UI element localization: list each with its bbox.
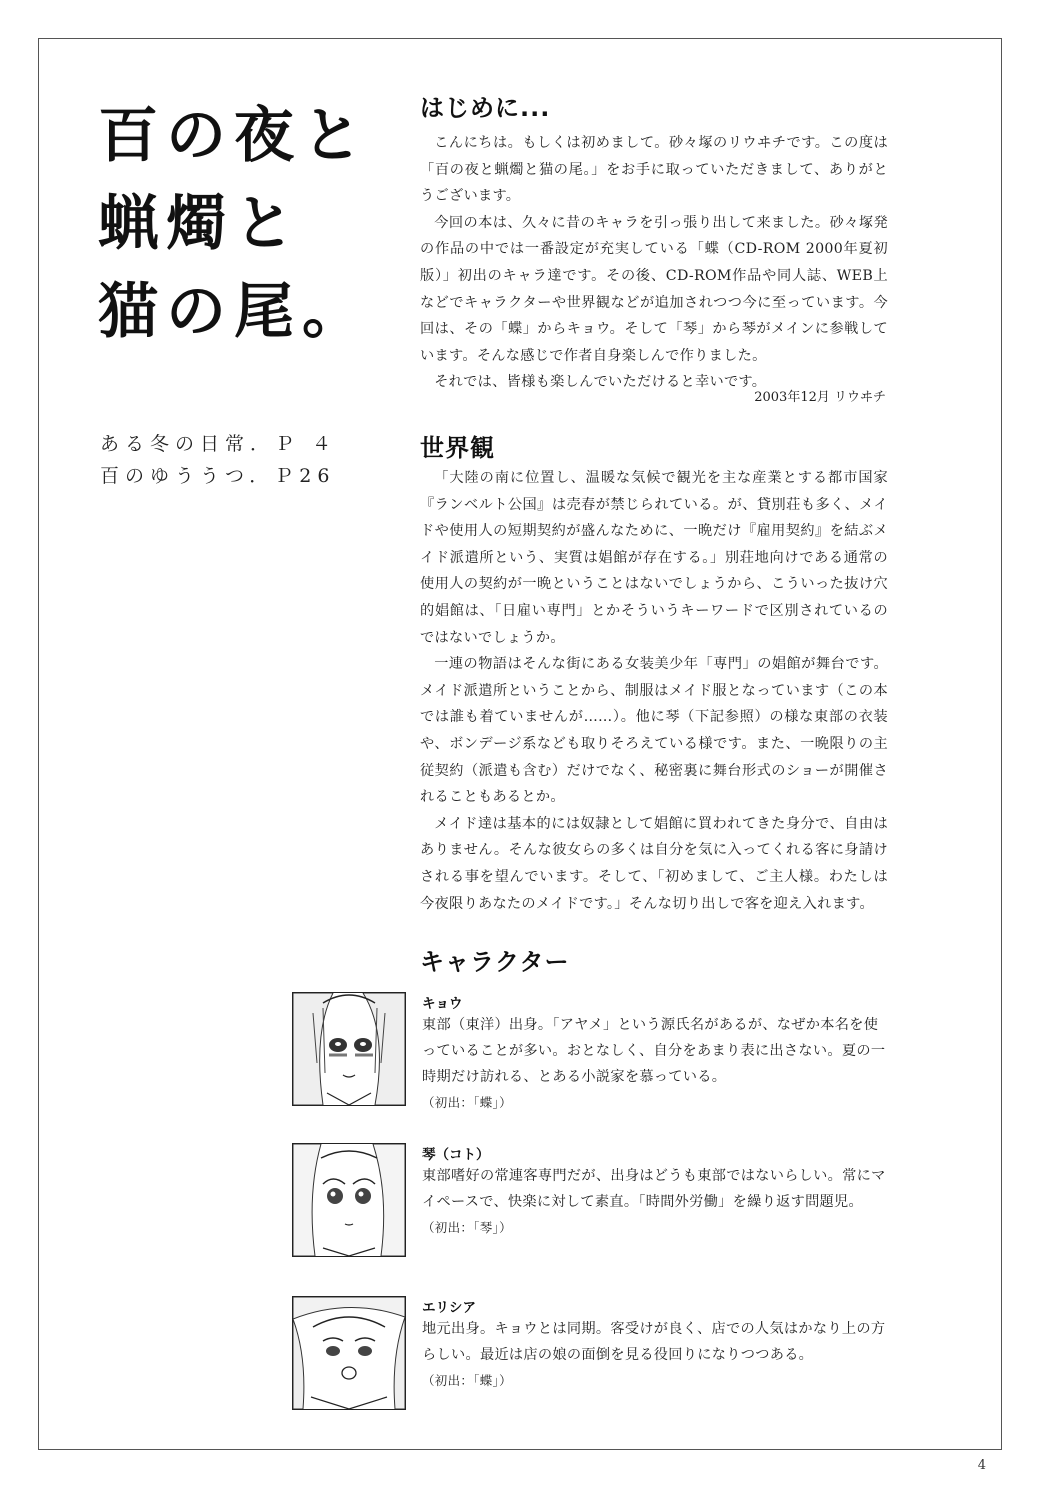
character-name: エリシア bbox=[422, 1300, 476, 1316]
intro-paragraph: こんにちは。もしくは初めまして。砂々塚のリウヰチです。この度は「百の夜と蝋燭と猫の尾。」をお手に取っていただきまして、ありがとうございます。 bbox=[420, 135, 888, 205]
character-desc-text: 東部嗜好の常連客専門だが、出身はどうも東部ではないらしい。常にマイペースで、快楽に対して素直。「時間外労働」を繰り返す問題児。 bbox=[422, 1168, 886, 1210]
character-portrait-kyou bbox=[292, 992, 406, 1106]
world-heading: 世界観 bbox=[420, 434, 495, 462]
toc-entry: ある冬の日常．Ｐ ４ bbox=[100, 433, 338, 455]
intro-text bbox=[420, 130, 888, 396]
intro-paragraph: それでは、皆様も楽しんでいただけると幸いです。 bbox=[434, 374, 767, 391]
world-paragraph: 一連の物語はそんな街にある女装美少年「専門」の娼館が舞台です。メイド派遣所ということから、制服はメイド服となっています（この本では誰も着ていませんが……）。他に琴（下記参照）の様な東部の衣装や、ボンデージ系なども取りそろえている様です。また、一晩限りの主従契約（派遣も含む）だけでなく、秘密裏に舞台形式のショーが開催されることもあるとか。 bbox=[420, 656, 888, 806]
intro-paragraph: 今回の本は、久々に昔のキャラを引っ張り出して来ました。砂々塚発の作品の中では一番設定が充実している「蝶（CD-ROM 2000年夏初版）」初出のキャラ達です。その後、CD-ROM作品や同人誌、WEB上などでキャラクターや世界観などが追加されつつ今に至っています。今回は、その「蝶」からキョウ。そして「琴」から琴がメインに参戦しています。そんな感じで作者自身楽しんで作りました。 bbox=[420, 214, 888, 364]
character-source: （初出：「蝶」） bbox=[422, 1095, 512, 1110]
title-line: 蝋燭と bbox=[98, 189, 302, 259]
title-line: 猫の尾。 bbox=[98, 277, 370, 347]
world-paragraph: メイド達は基本的には奴隷として娼館に買われてきた身分で、自由はありません。そんな彼女らの多くは自分を気に入ってくれる客に身請けされる事を望んでいます。そして、「初めまして、ご主人様。わたしは今夜限りあなたのメイドです。」そんな切り出しで客を迎え入れます。 bbox=[420, 815, 888, 912]
character-description bbox=[422, 1316, 890, 1394]
world-paragraph: 「大陸の南に位置し、温暖な気候で観光を主な産業とする都市国家『ランベルト公国』は売春が禁じられている。が、貸別荘も多く、メイドや使用人の短期契約が盛んなために、一晩だけ『雇用契約』を結ぶメイド派遣所という、実質は娼館が存在する。」別荘地向けである通常の使用人の契約が一晩ということはないでしょうから、こういった抜け穴的娼館は、「日雇い専門」とかそういうキーワードで区別されているのではないでしょうか。 bbox=[420, 470, 888, 646]
character-name: 琴（コト） bbox=[422, 1147, 490, 1163]
table-of-contents bbox=[100, 428, 370, 492]
intro-heading: はじめに... bbox=[420, 94, 551, 122]
title-line: 百の夜と bbox=[98, 101, 370, 171]
toc-entry: 百のゆううつ．Ｐ26 bbox=[100, 465, 336, 487]
character-name: キョウ bbox=[422, 996, 463, 1012]
character-description bbox=[422, 1163, 890, 1241]
character-desc-text: 地元出身。キョウとは同期。客受けが良く、店での人気はかなり上の方らしい。最近は店の娘の面倒を見る役回りになりつつある。 bbox=[422, 1321, 886, 1363]
character-source: （初出：「琴」） bbox=[422, 1220, 512, 1235]
characters-heading: キャラクター bbox=[420, 948, 570, 976]
world-text bbox=[420, 465, 888, 917]
character-portrait-koto bbox=[292, 1143, 406, 1257]
character-desc-text: 東部（東洋）出身。「アヤメ」という源氏名があるが、なぜか本名を使っていることが多い。おとなしく、自分をあまり表に出さない。夏の一時期だけ訪れる、とある小説家を慕っている。 bbox=[422, 1017, 886, 1085]
character-description bbox=[422, 1012, 890, 1116]
book-title bbox=[98, 92, 368, 356]
character-source: （初出：「蝶」） bbox=[422, 1373, 512, 1388]
character-portrait-elysia bbox=[292, 1296, 406, 1410]
intro-signature: 2003年12月 リウヰチ bbox=[754, 390, 886, 405]
page-number: 4 bbox=[977, 1458, 986, 1473]
